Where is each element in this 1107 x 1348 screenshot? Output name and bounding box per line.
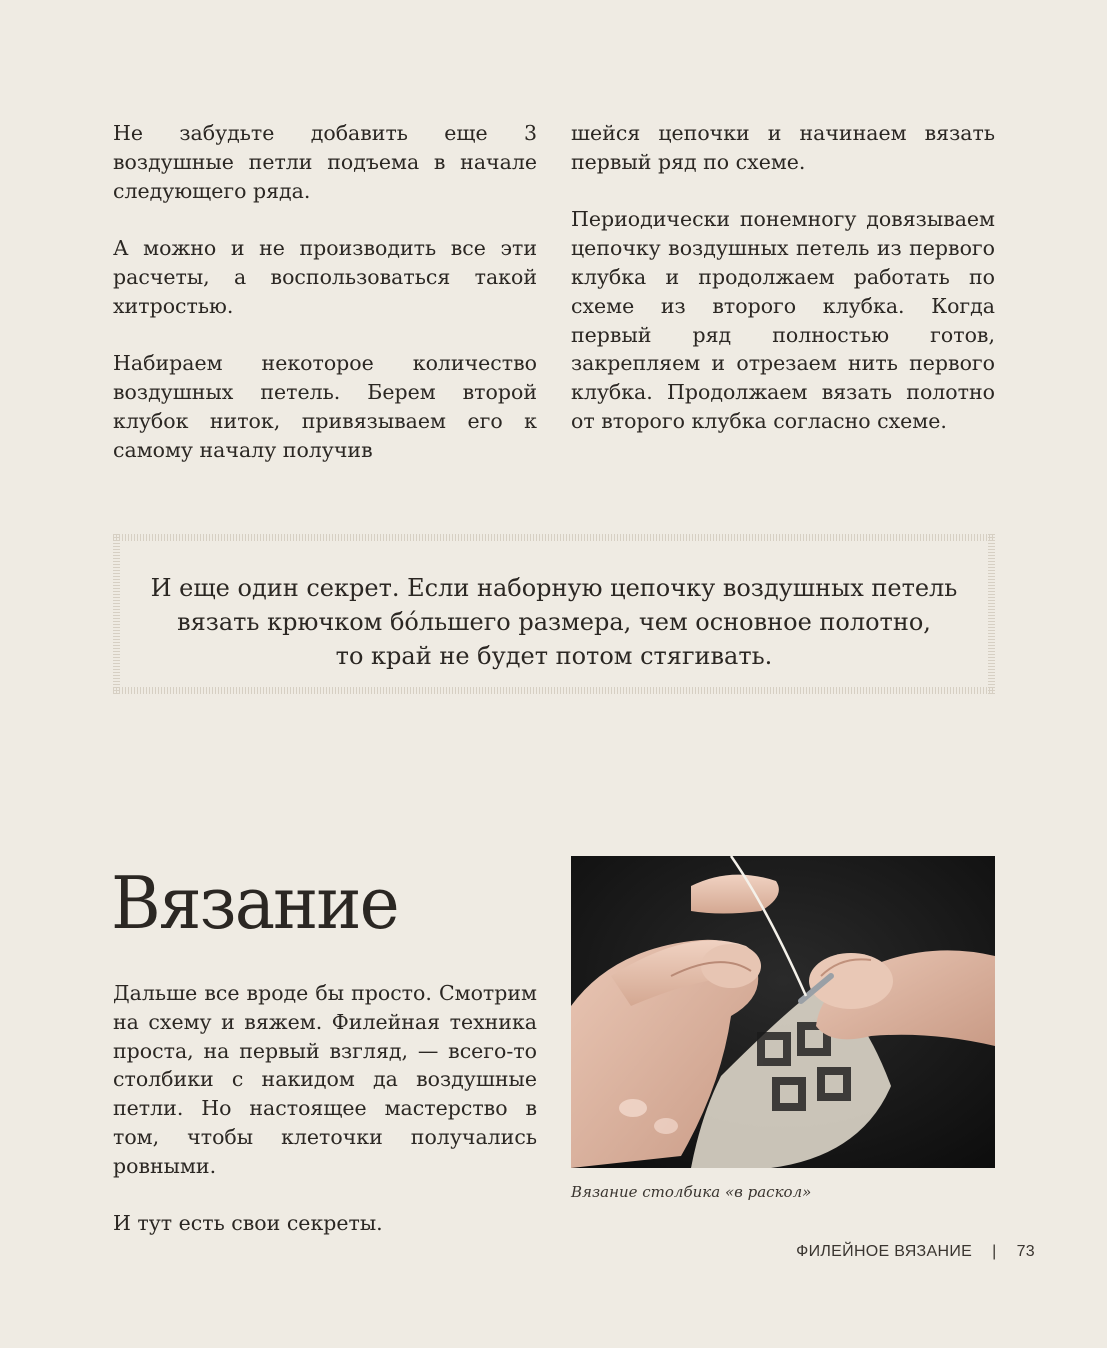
tip-line: И еще один секрет. Если наборную цепочку воздушных петель	[150, 574, 958, 602]
section-body	[113, 979, 537, 1238]
paragraph: Не забудьте добавить еще 3 воздушные петли подъема в начале следующего ряда.	[113, 121, 537, 203]
paragraph: А можно и не производить все эти расчеты, а воспользоваться такой хитростью.	[113, 236, 537, 318]
paragraph: шейся цепочки и начинаем вязать первый ряд по схеме.	[571, 121, 995, 174]
tip-box	[113, 534, 995, 694]
photo-caption: Вязание столбика «в раскол»	[571, 1183, 812, 1201]
footer-separator: |	[992, 1243, 997, 1260]
section-title: Вязание	[111, 861, 398, 945]
tip-line: то край не будет потом стягивать.	[335, 642, 773, 670]
chapter-title: ФИЛЕЙНОЕ ВЯЗАНИЕ	[796, 1243, 973, 1260]
paragraph: Периодически понемногу довязываем цепочку воздушных петель из первого клубка и продолжаем работать по схеме из второго клубка. Когда первый ряд полностью готов, закрепляем и отрезаем нить первого клубка. Продолжаем вязать полотно от второго клубка согласно схеме.	[571, 207, 995, 433]
crochet-photo	[571, 856, 995, 1168]
paragraph: Набираем некоторое количество воздушных петель. Берем второй клубок ниток, привязываем его к самому началу получив	[113, 351, 537, 462]
paragraph: Дальше все вроде бы просто. Смотрим на схему и вяжем. Филейная техника проста, на первый взгляд, — всего-то столбики с накидом да воздушные петли. Но настоящее мастерство в том, чтобы клеточки получались ровными.	[113, 981, 537, 1178]
tip-text	[120, 571, 988, 673]
paragraph: И тут есть свои секреты.	[113, 1211, 383, 1236]
top-left-column	[113, 119, 537, 465]
tip-line: вязать крючком бóльшего размера, чем основное полотно,	[177, 608, 931, 636]
top-right-column	[571, 119, 995, 436]
page-number: 73	[1016, 1243, 1035, 1260]
page-footer	[796, 1242, 1035, 1262]
